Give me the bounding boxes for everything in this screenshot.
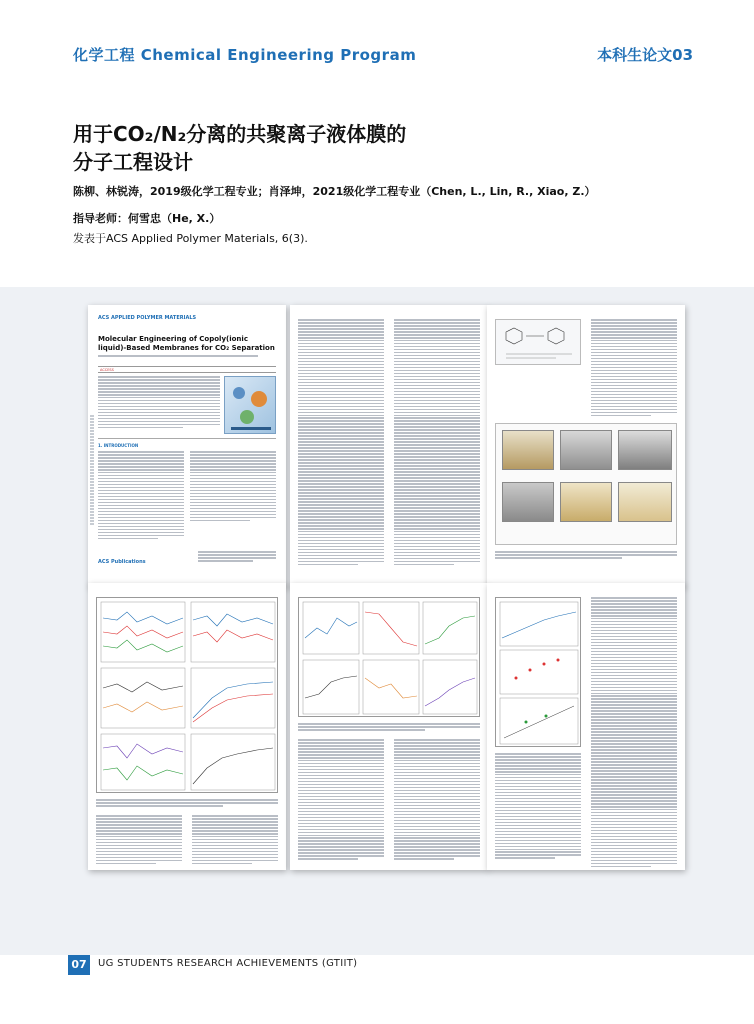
body-column-right	[394, 739, 480, 861]
divider	[98, 438, 276, 439]
advisor: 指导老师：何雪忠（He, X.）	[73, 212, 221, 225]
publication-info: 发表于ACS Applied Polymer Materials, 6(3).	[73, 232, 308, 245]
acs-publications-logo: ACS Publications	[98, 559, 146, 565]
figure-caption	[298, 723, 480, 732]
spectra-figure	[96, 597, 278, 793]
page-running-head	[298, 588, 480, 594]
figure-caption	[495, 551, 677, 560]
paper-title-line2: 分子工程设计	[73, 150, 193, 174]
body-column-right	[190, 451, 276, 523]
performance-plots	[496, 598, 582, 748]
program-title: 化学工程 Chemical Engineering Program	[73, 46, 417, 64]
body-column-left	[98, 451, 184, 541]
abstract-text	[98, 376, 220, 434]
authors: 陈柳、林锐涛，2019级化学工程专业；肖泽坤，2021级化学工程专业（Chen, L., Lin, R., Xiao, Z.）	[73, 185, 596, 198]
page-running-head	[96, 588, 278, 594]
journal-logo: ACS APPLIED POLYMER MATERIALS	[98, 315, 197, 321]
photo-filtration	[618, 430, 672, 470]
received-dates	[198, 551, 276, 573]
paper-title-line1: 用于CO₂/N₂分离的共聚离子液体膜的	[73, 122, 407, 146]
paper-page-5	[290, 583, 488, 870]
paper-page-6	[487, 583, 685, 870]
access-label: ACCESS	[100, 368, 114, 372]
photo-materials	[502, 430, 554, 470]
graphical-abstract-figure	[225, 377, 277, 435]
body-column-left	[298, 739, 384, 861]
introduction-heading: 1. INTRODUCTION	[98, 443, 139, 448]
page-running-head	[495, 588, 677, 594]
paper-title	[73, 120, 693, 176]
photo-membrane	[618, 482, 672, 522]
characterization-figure	[298, 597, 480, 717]
body-column-right	[591, 319, 677, 417]
synthesis-scheme	[495, 319, 581, 365]
membrane-preparation-figure	[495, 423, 677, 545]
body-column-right	[192, 815, 278, 866]
page-number: 07	[68, 955, 90, 975]
article-title: Molecular Engineering of Copoly(ionic liquid)-Based Membranes for CO₂ Separation	[98, 335, 275, 352]
section-label: 本科生论文03	[597, 46, 693, 64]
figure-caption	[96, 799, 278, 808]
scheme-figure	[496, 320, 582, 366]
graphical-abstract	[224, 376, 276, 434]
body-column-left	[96, 815, 182, 866]
page-footer	[68, 955, 688, 977]
characterization-plots	[299, 598, 481, 718]
paper-page-2	[290, 305, 488, 587]
paper-page-3	[487, 305, 685, 587]
body-column-right	[591, 597, 677, 869]
page-running-head	[298, 310, 480, 316]
body-column-left	[495, 753, 581, 860]
page-running-head	[495, 310, 677, 316]
article-authors-placeholder	[98, 355, 276, 358]
performance-figure	[495, 597, 581, 747]
footer-text: UG STUDENTS RESEARCH ACHIEVEMENTS (GTIIT)	[98, 958, 358, 969]
photo-solution	[502, 482, 554, 522]
access-bar	[98, 366, 276, 373]
body-column-left	[298, 319, 384, 567]
page-header	[73, 44, 693, 68]
paper-page-1	[88, 305, 286, 587]
paper-page-4	[88, 583, 286, 870]
body-column-right	[394, 319, 480, 567]
photo-drying	[560, 482, 612, 522]
page-side-text	[90, 415, 94, 525]
spectra-plots	[97, 598, 279, 794]
photo-casting	[560, 430, 612, 470]
